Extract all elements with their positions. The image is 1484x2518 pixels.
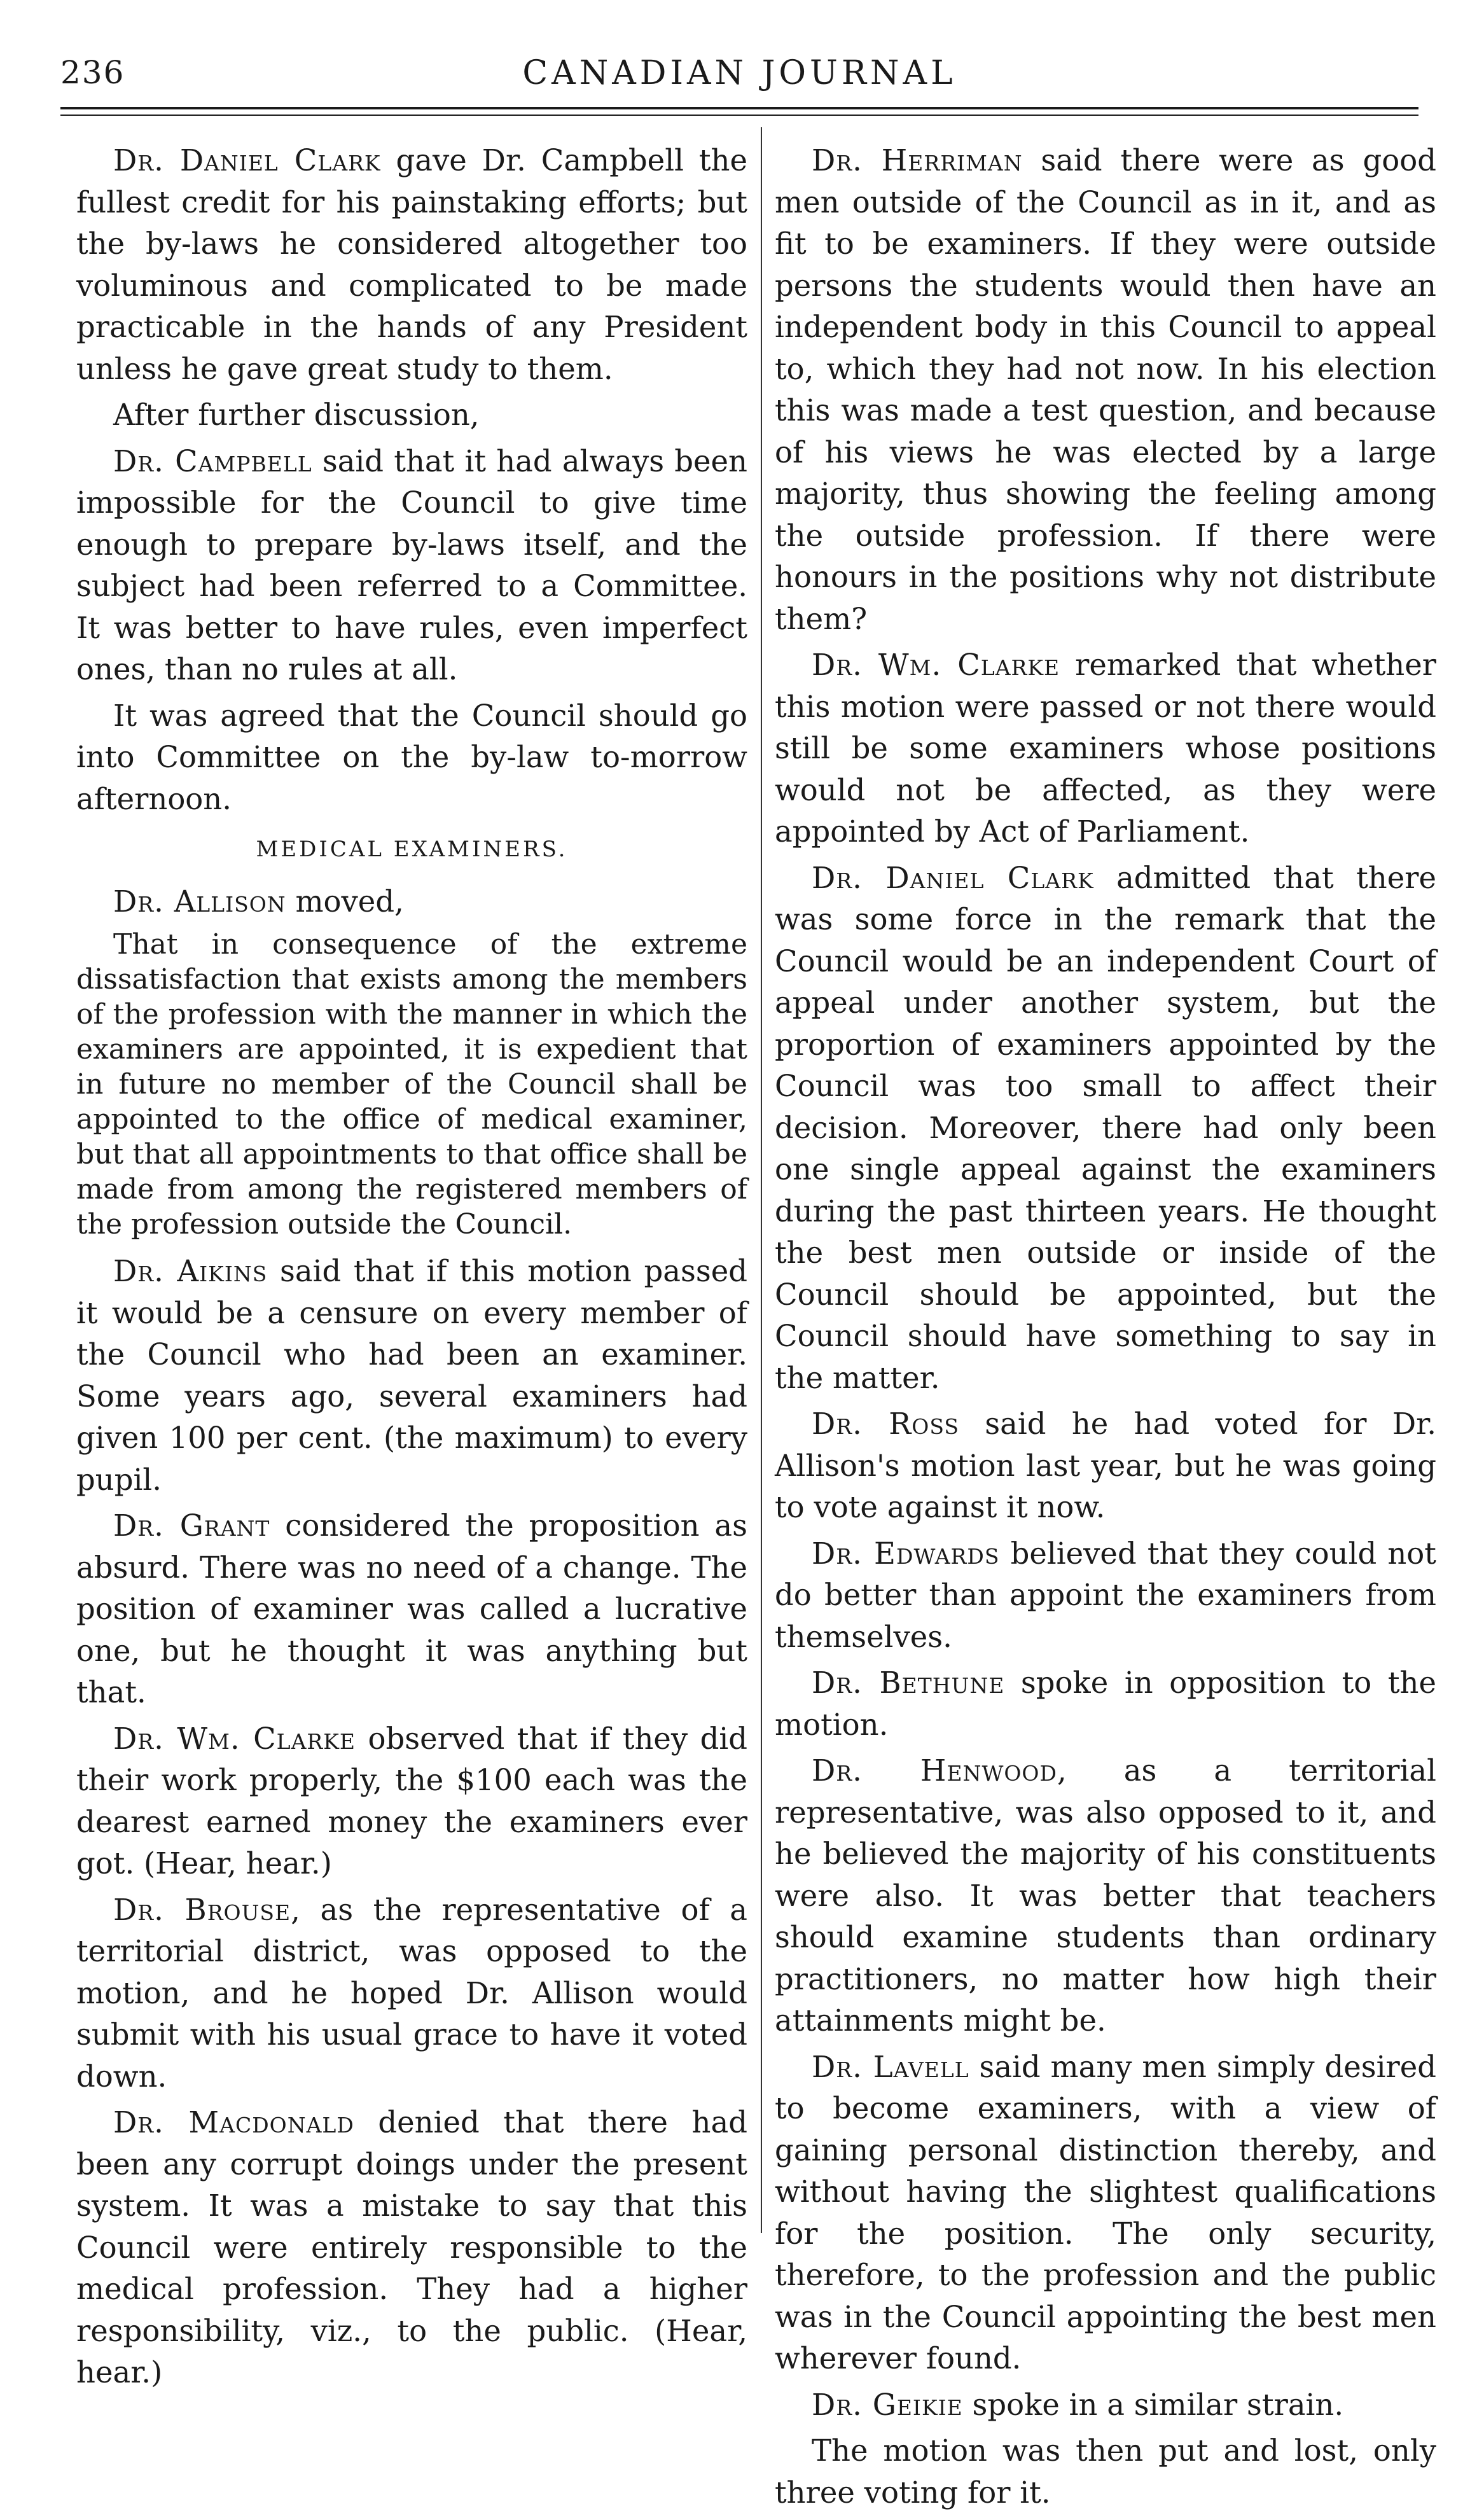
paragraph-text: said he had voted for Dr. Allison's motion last year, but he was going to vote against it now.: [775, 1407, 1436, 1524]
paragraph: [775, 1533, 1436, 1659]
speaker-name: Dr. Lavell: [812, 2049, 969, 2084]
paragraph: [76, 1505, 747, 1714]
speaker-name: Dr. Macdonald: [113, 2105, 354, 2139]
speaker-name: Dr. Grant: [113, 1508, 270, 1543]
speaker-name: Dr. Allison: [113, 884, 286, 919]
paragraph-text: denied that there had been any corrupt doings under the present system. It was a mistake to say that this Council were entirely responsible to the medical profession. They had a higher responsibility, viz., to the public. (Hear, hear.): [76, 2105, 747, 2389]
paragraph: [775, 2430, 1436, 2514]
paragraph-text: spoke in a similar strain.: [962, 2387, 1344, 2422]
paragraph: [76, 1889, 747, 2098]
paragraph-text: , as a territorial representative, was also opposed to it, and he believed the majority of his constituents were also. It was better that teachers should examine students than ordinary practitioners, no matter how high their attainments might be.: [775, 1753, 1436, 2038]
paragraph: [775, 644, 1436, 853]
paragraph: [76, 140, 747, 390]
speaker-name: Dr. Herriman: [812, 143, 1023, 177]
paragraph-text: believed that they could not do better than appoint the examiners from themselves.: [775, 1536, 1436, 1654]
speaker-name: Dr. Daniel Clark: [812, 860, 1094, 895]
paragraph-text: said there were as good men outside of the Council as in it, and as fit to be examiners. If they were outside persons the students would then have an independent body in this Council to appeal to, which they had not now. In his election this was made a test question, and because of his views he was elected by a large majority, thus showing the feeling among the outside profession. If there were honours in the positions why not distribute them?: [775, 143, 1436, 636]
paragraph: [775, 858, 1436, 1400]
paragraph: [76, 881, 747, 923]
paragraph: [775, 2047, 1436, 2380]
paragraph-text: spoke in opposition to the motion.: [775, 1666, 1436, 1742]
speaker-name: Dr. Brouse: [113, 1892, 291, 1927]
speaker-name: Dr. Ross: [812, 1407, 959, 1441]
speaker-name: Dr. Henwood: [812, 1753, 1057, 1788]
paragraph-text: , as the representative of a territorial district, was opposed to the motion, and he hoped Dr. Allison would submit with his usual grace to have it voted down.: [76, 1892, 747, 2094]
paragraph: [775, 1403, 1436, 1529]
column-divider: [761, 127, 762, 2233]
page-header: [60, 54, 1418, 99]
paragraph-text: said that if this motion passed it would be a censure on every member of the Council who had been an examiner. Some years ago, several examiners had given 100 per cent. (the maximum) to every pupil.: [76, 1254, 747, 1497]
paragraph-text: moved,: [286, 884, 404, 919]
header-rule-thick: [60, 107, 1418, 109]
paragraph-text: After further discussion,: [113, 398, 480, 432]
speaker-name: Dr. Bethune: [812, 1666, 1005, 1700]
paragraph: [775, 1750, 1436, 2042]
paragraph: [76, 1718, 747, 1885]
paragraph-text: admitted that there was some force in the remark that the Council would be an independent Court of appeal under another system, but the proportion of examiners appointed by the Council was too small to affect their decision. Moreover, there had only been one single appeal against the examiners during the past thirteen years. He thought the best men outside or inside of the Council should be appointed, but the Council should have something to say in the matter.: [775, 860, 1436, 1395]
paragraph-text: remarked that whether this motion were passed or not there would still be some examiners whose positions would not be affected, as they were appointed by Act of Parliament.: [775, 648, 1437, 849]
speaker-name: Dr. Aikins: [113, 1254, 268, 1288]
paragraph: [76, 394, 747, 436]
paragraph-text: It was agreed that the Council should go into Committee on the by-law to-morrow afternoon.: [76, 698, 747, 816]
speaker-name: Dr. Campbell: [113, 443, 312, 478]
paragraph: [76, 441, 747, 691]
left-column: [76, 140, 747, 2398]
speaker-name: Dr. Edwards: [812, 1536, 1000, 1571]
paragraph-text: observed that if they did their work properly, the $100 each was the dearest earned money the examiners ever got. (Hear, hear.): [76, 1721, 747, 1881]
right-column: [775, 140, 1436, 2518]
speaker-name: Dr. Geikie: [812, 2387, 963, 2422]
paragraph: [775, 140, 1436, 640]
paragraph: [76, 1251, 747, 1501]
paragraph: [775, 2384, 1436, 2426]
section-heading: MEDICAL EXAMINERS.: [256, 837, 568, 862]
paragraph-text: The motion was then put and lost, only three voting for it.: [775, 2433, 1436, 2510]
speaker-name: Dr. Wm. Clarke: [113, 1721, 356, 1756]
paragraph: [775, 1662, 1436, 1746]
header-rule-thin: [60, 115, 1418, 116]
paragraph-text: considered the proposition as absurd. There was no need of a change. The position of examiner was called a lucrative one, but he thought it was anything but that.: [76, 1508, 747, 1709]
motion-text: That in consequence of the extreme dissatisfaction that exists among the members of the profession with the manner in which the examiners are appointed, it is expedient that in future no member of the Council shall be appointed to the office of medical examiner, but that all appointments to that office shall be made from among the registered members of the profession outside the Council.: [76, 928, 747, 1241]
paragraph-text: said many men simply desired to become examiners, with a view of gaining personal distinction thereby, and without having the slightest qualifications for the position. The only security, therefore, to the profession and the public was in the Council appointing the best men wherever found.: [775, 2049, 1436, 2375]
speaker-name: Dr. Wm. Clarke: [812, 648, 1060, 682]
running-title: CANADIAN JOURNAL: [522, 54, 957, 92]
paragraph: [76, 695, 747, 821]
paragraph: [76, 2102, 747, 2394]
speaker-name: Dr. Daniel Clark: [113, 143, 381, 177]
page-number: 236: [60, 54, 125, 91]
paragraph-text: gave Dr. Campbell the fullest credit for his painstaking efforts; but the by-laws he considered altogether too voluminous and complicated to be made practicable in the hands of any President unless he gave great study to them.: [76, 143, 747, 386]
paragraph-text: said that it had always been impossible for the Council to give time enough to prepare by-laws itself, and the subject had been referred to a Committee. It was better to have rules, even imperfect ones, than no rules at all.: [76, 443, 748, 686]
